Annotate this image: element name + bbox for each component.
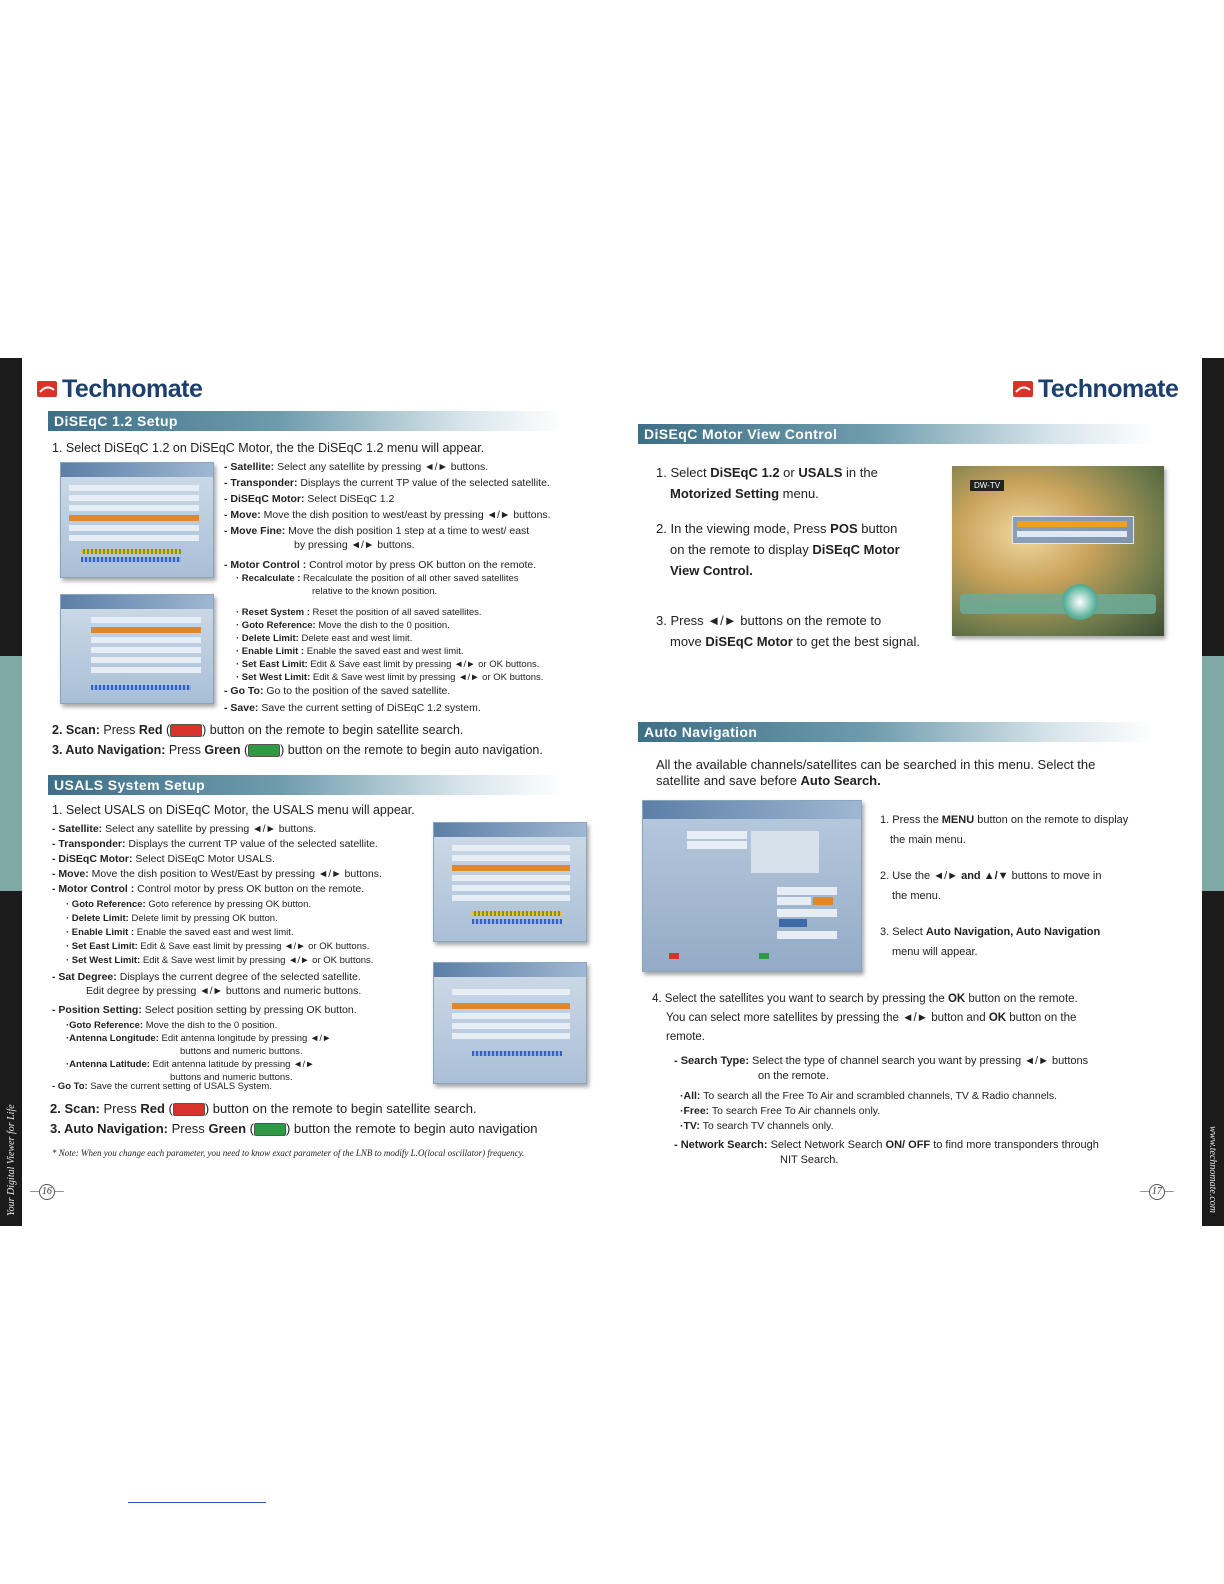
red-key-icon (173, 1103, 205, 1116)
green-key-icon (254, 1123, 286, 1136)
dish-icon (1062, 584, 1098, 620)
motor-view-step3: 3. Press ◄/► buttons on the remote to move DiSEqC Motor to get the best signal. (656, 613, 920, 649)
usals-scan-step: 2. Scan: Press Red ( ) button on the remote to begin satellite search. (50, 1101, 477, 1116)
auto-nav-steps-1-3 (880, 810, 1170, 962)
usals-position-sublist (66, 1019, 426, 1084)
usals-sat-degree (52, 970, 432, 998)
list-item: · Enable Limit : Enable the saved east and west limit. (236, 646, 464, 657)
red-key-icon (170, 724, 202, 737)
list-item: relative to the known position. (312, 586, 438, 597)
list-item: ·TV: To search TV channels only. (680, 1120, 834, 1132)
usals-position-setting: - Position Setting: Select position setting by pressing OK button. (52, 1004, 357, 1016)
list-item: 3. Select Auto Navigation, Auto Navigation (880, 926, 1101, 938)
right-edge-band (1202, 656, 1224, 891)
list-item: ·Antenna Longitude: Edit antenna longitude by pressing ◄/► (66, 1033, 332, 1044)
green-key-icon (248, 744, 280, 757)
list-item: Edit degree by pressing ◄/► buttons and numeric buttons. (86, 985, 362, 997)
list-item: 2. Use the ◄/► and ▲/▼ buttons to move in (880, 870, 1102, 882)
list-item: · Enable Limit : Enable the saved east and west limit. (66, 927, 294, 938)
list-item: buttons and numeric buttons. (170, 1072, 293, 1083)
list-item: - Satellite: Select any satellite by pressing ◄/► buttons. (224, 461, 489, 473)
list-item: - Satellite: Select any satellite by pressing ◄/► buttons. (52, 823, 317, 835)
list-item: ·All: To search all the Free To Air and scrambled channels, TV & Radio channels. (680, 1090, 1058, 1102)
motor-control-submenu-screenshot (60, 594, 214, 704)
list-item: · Set East Limit: Edit & Save east limit by pressing ◄/► or OK buttons. (236, 659, 540, 670)
usals-position-screenshot (433, 962, 587, 1084)
auto-nav-search-options (680, 1089, 1160, 1134)
list-item: · Goto Reference: Move the dish to the 0 position. (236, 620, 450, 631)
list-item: - Motor Control : Control motor by press OK button on the remote. (52, 883, 365, 895)
page-number-right: — 17 — (1140, 1184, 1174, 1200)
auto-nav-step-4: 4. Select the satellites you want to search by pressing the OK button on the remote. You can select more satellites by pressing the ◄/► button and OK button on the remote. (652, 993, 1078, 1043)
diseqc12-section-title: DiSEqC 1.2 Setup (48, 411, 564, 431)
left-edge-strip (0, 358, 22, 1226)
list-item: buttons and numeric buttons. (180, 1046, 303, 1057)
motor-view-step2: 2. In the viewing mode, Press POS button on the remote to display DiSEqC Motor View Control. (656, 521, 900, 578)
usals-goto: - Go To: Save the current setting of USALS System. (52, 1081, 272, 1092)
list-item: by pressing ◄/► buttons. (294, 539, 415, 551)
bottom-rule (128, 1502, 266, 1503)
technomate-logo-icon (1012, 378, 1034, 400)
usals-auto-nav-step: 3. Auto Navigation: Press Green ( ) button the remote to begin auto navigation (50, 1121, 538, 1136)
osd-info-bar (960, 594, 1156, 614)
list-item: - Move: Move the dish position to west/east by pressing ◄/► buttons. (224, 509, 551, 521)
diseqc12-menu-screenshot (60, 462, 214, 578)
diseqc12-intro: 1. Select DiSEqC 1.2 on DiSEqC Motor, the the DiSEqC 1.2 menu will appear. (52, 441, 485, 455)
motor-view-section-title: DiSEqC Motor View Control (638, 424, 1154, 444)
list-item: · Delete Limit: Delete east and west limit. (236, 633, 413, 644)
auto-nav-menu-screenshot (642, 800, 862, 972)
auto-nav-network-search: - Network Search: Select Network Search ON/ OFF to find more transponders through NIT Search. (674, 1139, 1099, 1166)
list-item: - Save: Save the current setting of DiSEqC 1.2 system. (224, 702, 481, 714)
list-item: ·Goto Reference: Move the dish to the 0 position. (66, 1020, 278, 1031)
brand-name: Technomate (1038, 374, 1179, 403)
diseqc12-auto-nav-step: 3. Auto Navigation: Press Green ( ) button on the remote to begin auto navigation. (52, 743, 543, 757)
right-edge-strip (1202, 358, 1224, 1226)
list-item: · Set West Limit: Edit & Save west limit by pressing ◄/► or OK buttons. (236, 672, 544, 683)
list-item: · Set East Limit: Edit & Save east limit by pressing ◄/► or OK buttons. (66, 941, 370, 952)
list-item: ·Antenna Latitude: Edit antenna latitude by pressing ◄/► (66, 1059, 315, 1070)
list-item: - DiSEqC Motor: Select DiSEqC Motor USALS. (52, 853, 275, 865)
usals-intro: 1. Select USALS on DiSEqC Motor, the USALS menu will appear. (52, 803, 415, 817)
list-item: - Transponder: Displays the current TP value of the selected satellite. (52, 838, 378, 850)
auto-nav-section-title: Auto Navigation (638, 722, 1154, 742)
diseqc12-tail-list (224, 684, 594, 715)
brand-logo-right (1012, 374, 1178, 404)
list-item: 1. Press the MENU button on the remote to display (880, 814, 1129, 826)
list-item: - DiSEqC Motor: Select DiSEqC 1.2 (224, 493, 395, 505)
brand-logo-left (36, 374, 202, 404)
usals-item-list (52, 822, 432, 897)
page-number-left: — 16 — (30, 1184, 64, 1200)
osd-quality-bar (988, 560, 1118, 566)
list-item: · Goto Reference: Goto reference by pressing OK button. (66, 899, 312, 910)
osd-channel-label: DW-TV (970, 480, 1004, 491)
list-item: the menu. (892, 890, 941, 902)
list-item: - Transponder: Displays the current TP value of the selected satellite. (224, 477, 550, 489)
auto-nav-search-type: - Search Type: Select the type of channel search you want by pressing ◄/► buttons on the remote. (674, 1055, 1089, 1082)
motor-view-step1: 1. Select DiSEqC 1.2 or USALS in the Motorized Setting menu. (656, 465, 878, 501)
list-item: - Move Fine: Move the dish position 1 step at a time to west/ east (224, 525, 530, 537)
list-item: · Set West Limit: Edit & Save west limit by pressing ◄/► or OK buttons. (66, 955, 374, 966)
left-side-slogan: Your Digital Viewer for Life (6, 1104, 17, 1216)
right-side-url: www.technomate.com (1207, 1126, 1218, 1214)
osd-motor-panel (1012, 516, 1134, 544)
usals-menu-screenshot (433, 822, 587, 942)
diseqc12-item-list (224, 460, 594, 572)
left-edge-band (0, 656, 22, 891)
usals-motor-control-sublist (66, 898, 426, 968)
list-item: menu will appear. (892, 946, 978, 958)
list-item: - Go To: Go to the position of the saved satellite. (224, 685, 451, 697)
technomate-logo-icon (36, 378, 58, 400)
lnb-footnote: * Note: When you change each parameter, you need to know exact parameter of the LNB to modify L.O(local oscillator) frequency. (52, 1148, 525, 1158)
list-item: - Move: Move the dish position to West/East by pressing ◄/► buttons. (52, 868, 382, 880)
list-item: ·Free: To search Free To Air channels only. (680, 1105, 881, 1117)
list-item: the main menu. (890, 834, 966, 846)
diseqc12-motor-control-sublist (236, 572, 596, 684)
list-item: - Motor Control : Control motor by press OK button on the remote. (224, 559, 537, 571)
usals-section-title: USALS System Setup (48, 775, 564, 795)
diseqc12-scan-step: 2. Scan: Press Red ( ) button on the remote to begin satellite search. (52, 723, 464, 737)
osd-signal-bar (988, 550, 1118, 556)
list-item: - Sat Degree: Displays the current degree of the selected satellite. (52, 971, 361, 983)
list-item: · Recalculate : Recalculate the position of all other saved satellites (236, 573, 519, 584)
list-item: · Reset System : Reset the position of all saved satellites. (236, 607, 482, 618)
list-item: · Delete Limit: Delete limit by pressing OK button. (66, 913, 278, 924)
brand-name: Technomate (62, 374, 203, 403)
motor-view-osd-photo (952, 466, 1164, 636)
auto-nav-intro: All the available channels/satellites can be searched in this menu. Select the satellite and save before Auto Search. (656, 757, 1096, 788)
